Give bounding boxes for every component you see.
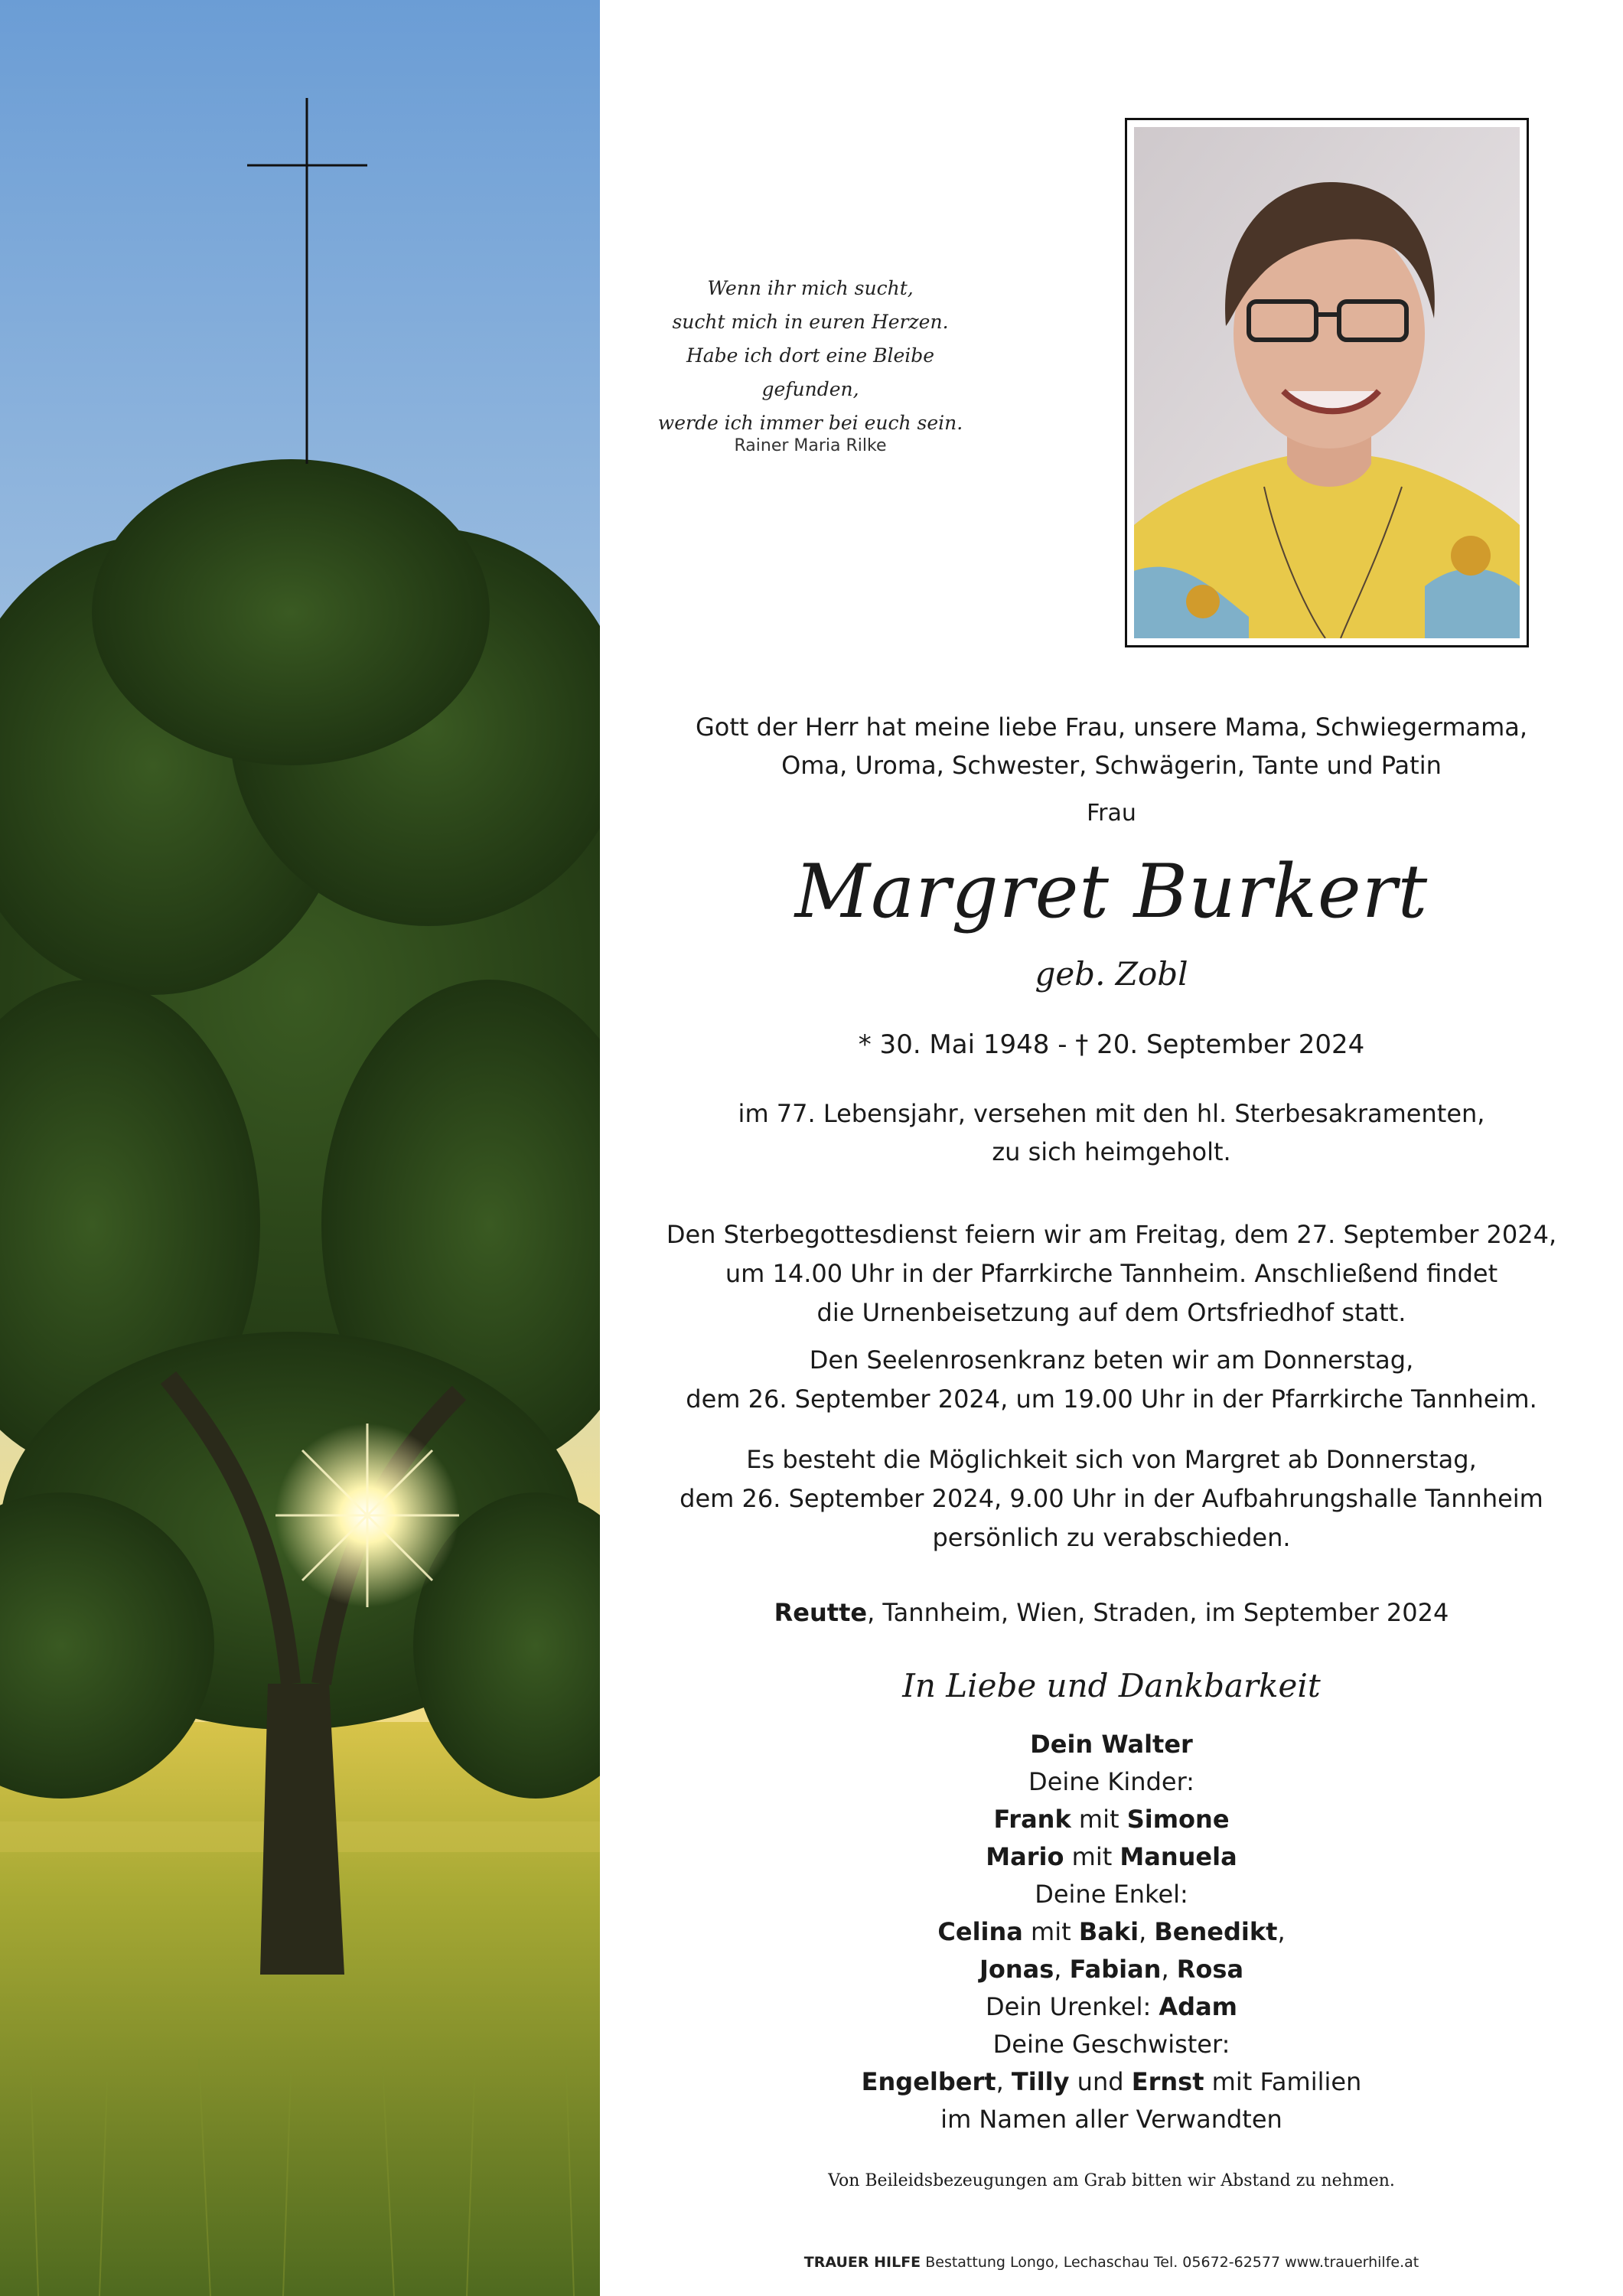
family-row: Engelbert, Tilly und Ernst mit Familien <box>861 2067 1362 2096</box>
rosary-line: dem 26. September 2024, um 19.00 Uhr in der Pfarrkirche Tannheim. <box>686 1384 1537 1414</box>
intro-line: Oma, Uroma, Schwester, Schwägerin, Tante und Patin <box>781 751 1442 780</box>
grandchild-name: Celina <box>937 1917 1023 1946</box>
great-grandchild-label: Dein Urenkel: <box>985 1992 1152 2021</box>
quote-line: sucht mich in euren Herzen. <box>672 311 949 333</box>
relatives-line: im Namen aller Verwandten <box>940 2105 1282 2134</box>
family-row <box>631 1988 1592 2026</box>
family-list <box>631 1726 1592 2138</box>
place-main: Reutte <box>774 1598 868 1627</box>
family-row <box>631 1801 1592 1838</box>
service-line: Den Sterbegottesdienst feiern wir am Freitag, dem 27. September 2024, <box>666 1220 1557 1249</box>
tree-landscape-image <box>0 0 600 2296</box>
life-dates: * 30. Mai 1948 - † 20. September 2024 <box>858 1029 1365 1060</box>
farewell-line: dem 26. September 2024, 9.00 Uhr in der Aufbahrungshalle Tannheim <box>680 1484 1543 1513</box>
service-line: um 14.00 Uhr in der Pfarrkirche Tannheim. Anschließend findet <box>725 1259 1498 1288</box>
poem-quote <box>646 272 975 440</box>
age-line: im 77. Lebensjahr, versehen mit den hl. Sterbesakramenten, <box>738 1099 1485 1128</box>
age-text <box>631 1094 1592 1171</box>
footer-brand: TRAUER HILFE <box>803 2254 921 2271</box>
funeral-service-text <box>631 1215 1592 1332</box>
obituary-content <box>600 0 1623 2296</box>
portrait-photo <box>1125 118 1529 647</box>
partner-name: Simone <box>1126 1805 1230 1834</box>
great-grandchild-name: Adam <box>1159 1992 1238 2021</box>
rosary-text <box>631 1341 1592 1419</box>
child-name: Frank <box>993 1805 1071 1834</box>
children-label: Deine Kinder: <box>1028 1767 1194 1796</box>
grandchild-name: Jonas <box>979 1955 1054 1984</box>
footer <box>631 2254 1592 2271</box>
quote-line: werde ich immer bei euch sein. <box>657 412 963 434</box>
siblings-suffix: mit Familien <box>1211 2067 1362 2096</box>
connector: mit <box>1071 1842 1113 1871</box>
service-line: die Urnenbeisetzung auf dem Ortsfriedhof statt. <box>816 1298 1406 1327</box>
tree-canopy <box>0 459 600 1799</box>
connector: und <box>1077 2067 1124 2096</box>
place-date-line <box>631 1598 1592 1627</box>
family-row: Jonas, Fabian, Rosa <box>979 1955 1244 1984</box>
farewell-line: Es besteht die Möglichkeit sich von Margret ab Donnerstag, <box>746 1445 1477 1474</box>
partner-name: Baki <box>1078 1917 1139 1946</box>
place-rest: , Tannheim, Wien, Straden, im September 2024 <box>867 1598 1449 1627</box>
gratitude-heading: In Liebe und Dankbarkeit <box>902 1667 1321 1704</box>
rosary-line: Den Seelenrosenkranz beten wir am Donnerstag, <box>809 1345 1414 1375</box>
sibling-name: Engelbert <box>861 2067 996 2096</box>
farewell-line: persönlich zu verabschieden. <box>932 1523 1291 1552</box>
maiden-name: geb. Zobl <box>1035 955 1188 993</box>
grandchild-name: Benedikt <box>1154 1917 1278 1946</box>
family-row <box>631 1838 1592 1876</box>
intro-line: Gott der Herr hat meine liebe Frau, unsere Mama, Schwiegermama, <box>695 713 1528 742</box>
farewell-text <box>631 1440 1592 1557</box>
partner-name: Manuela <box>1119 1842 1237 1871</box>
sibling-name: Ernst <box>1131 2067 1204 2096</box>
grandchild-name: Fabian <box>1069 1955 1162 1984</box>
grandchild-name: Rosa <box>1176 1955 1244 1984</box>
deceased-name: Margret Burkert <box>794 849 1429 934</box>
connector: mit <box>1078 1805 1119 1834</box>
connector: mit <box>1031 1917 1071 1946</box>
footer-text: Bestattung Longo, Lechaschau Tel. 05672-62577 www.trauerhilfe.at <box>925 2254 1419 2271</box>
sibling-name: Tilly <box>1011 2067 1070 2096</box>
condolence-note: Von Beileidsbezeugungen am Grab bitten wir Abstand zu nehmen. <box>828 2171 1395 2190</box>
age-line: zu sich heimgeholt. <box>992 1137 1231 1166</box>
husband: Dein Walter <box>1030 1730 1193 1759</box>
announcement-intro <box>631 708 1592 784</box>
grandchildren-label: Deine Enkel: <box>1035 1880 1188 1909</box>
quote-line: Wenn ihr mich sucht, <box>707 277 914 299</box>
family-row: Celina mit Baki, Benedikt, <box>937 1917 1286 1946</box>
honorific: Frau <box>1087 800 1136 827</box>
siblings-label: Deine Geschwister: <box>992 2030 1230 2059</box>
quote-author: Rainer Maria Rilke <box>734 436 887 455</box>
quote-line: Habe ich dort eine Bleibe gefunden, <box>686 344 935 400</box>
child-name: Mario <box>986 1842 1064 1871</box>
